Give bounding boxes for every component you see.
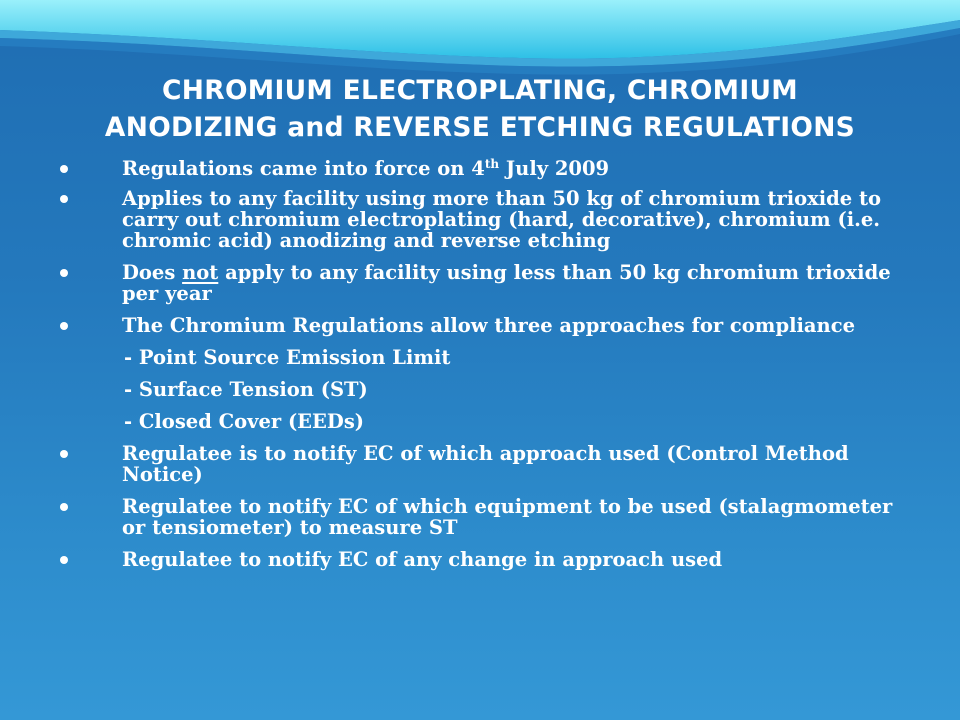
bullet-7-text: Regulatee to notify EC of any change in approach used xyxy=(122,548,723,571)
title-line-1: CHROMIUM ELECTROPLATING, CHROMIUM xyxy=(162,75,798,106)
bullet-item-4 xyxy=(48,315,918,336)
sub-item-2: - Surface Tension (ST) xyxy=(124,378,368,401)
bullet-item-6 xyxy=(48,496,918,538)
title-line-2: ANODIZING and REVERSE ETCHING REGULATIONS xyxy=(104,112,856,143)
bullet-5-text: Regulatee is to notify EC of which approach used (Control Method Notice) xyxy=(122,442,849,486)
wave-decoration xyxy=(0,0,960,80)
bullet-1-text-b: July 2009 xyxy=(499,157,610,180)
bullet-item-1 xyxy=(48,158,918,179)
bullet-icon xyxy=(60,503,68,511)
bullet-item-2 xyxy=(48,188,918,251)
bullet-item-5 xyxy=(48,443,918,485)
bullet-icon xyxy=(60,556,68,564)
sub-item-3: - Closed Cover (EEDs) xyxy=(124,410,365,433)
bullet-icon xyxy=(60,450,68,458)
bullet-1-text-a: Regulations came into force on 4 xyxy=(122,157,485,180)
slide-content xyxy=(48,158,918,570)
bullet-1-superscript: th xyxy=(484,157,500,171)
bullet-3-text-a: Does xyxy=(122,261,183,284)
bullet-4-text: The Chromium Regulations allow three approaches for compliance xyxy=(122,314,855,337)
slide-title xyxy=(40,72,920,146)
bullet-icon xyxy=(60,322,68,330)
bullet-icon xyxy=(60,165,68,173)
bullet-6-text: Regulatee to notify EC of which equipment to be used (stalagmometer or tensiometer) to measure ST xyxy=(122,495,893,539)
bullet-icon xyxy=(60,195,68,203)
bullet-icon xyxy=(60,269,68,277)
bullet-2-text: Applies to any facility using more than 50 kg of chromium trioxide to carry out chromium electroplating (hard, decorative), chromium (i.e. chromic acid) anodizing and reverse etching xyxy=(122,187,882,252)
bullet-3-underlined: not xyxy=(182,261,219,284)
bullet-3-text-b: apply to any facility using less than 50 kg chromium trioxide per year xyxy=(122,261,891,305)
bullet-item-3 xyxy=(48,262,918,304)
sub-item-1: - Point Source Emission Limit xyxy=(124,346,451,369)
bullet-item-7 xyxy=(48,549,918,570)
